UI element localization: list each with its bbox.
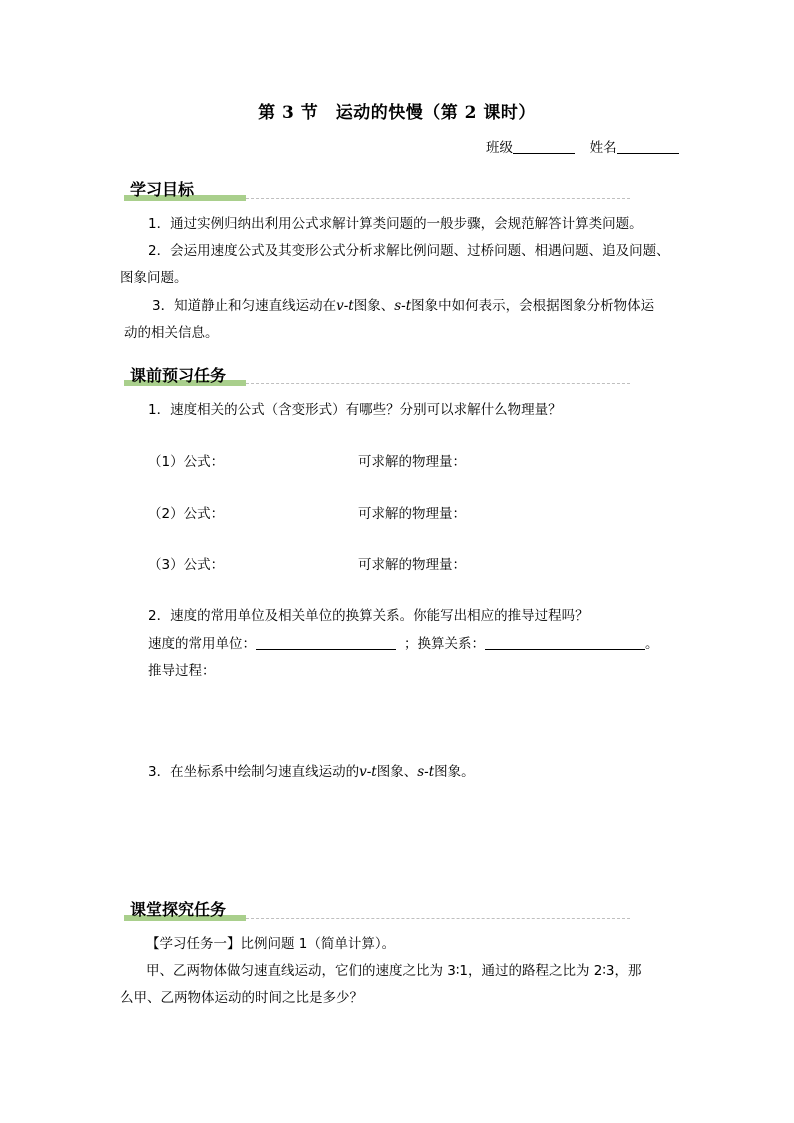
goals-divider	[246, 198, 630, 199]
q3-vt-term: v-t	[359, 764, 377, 780]
unit-line: 速度的常用单位： ；换算关系： 。	[148, 636, 659, 652]
goal-item-3: 3．知道静止和匀速直线运动在v-t图象、s-t图象中如何表示，会根据图象分析物体运	[152, 298, 655, 314]
preview-heading: 课前预习任务	[130, 366, 227, 385]
formula-row-3-label: （3）公式：	[148, 557, 225, 573]
student-info	[486, 136, 679, 156]
class-divider	[246, 918, 630, 919]
formula-row-3-solve: 可求解的物理量：	[358, 557, 466, 573]
class-label: 班级	[486, 140, 513, 156]
task-1-title: 【学习任务一】比例问题 1（简单计算）。	[146, 936, 396, 952]
goals-heading: 学习目标	[130, 180, 195, 199]
page-title: 第 3 节 运动的快慢（第 2 课时）	[258, 103, 536, 123]
vt-term: v-t	[336, 298, 354, 314]
st-term: s-t	[394, 298, 412, 314]
convert-label: ；换算关系：	[404, 636, 485, 652]
class-blank[interactable]	[513, 139, 575, 154]
task-1-problem-line-1: 甲、乙两物体做匀速直线运动，它们的速度之比为 3∶1，通过的路程之比为 2∶3，那	[146, 963, 642, 979]
derive-label: 推导过程：	[148, 663, 216, 679]
preview-question-3: 3．在坐标系中绘制匀速直线运动的v-t图象、s-t图象。	[148, 764, 475, 780]
convert-blank[interactable]	[485, 635, 645, 650]
formula-row-2-solve: 可求解的物理量：	[358, 506, 466, 522]
task-1-problem-line-2: 么甲、乙两物体运动的时间之比是多少？	[120, 990, 363, 1006]
goal-item-2-cont: 图象问题。	[120, 270, 188, 286]
q3-st-term: s-t	[417, 764, 435, 780]
unit-blank[interactable]	[256, 635, 396, 650]
preview-question-1: 1．速度相关的公式（含变形式）有哪些？分别可以求解什么物理量？	[148, 402, 562, 418]
preview-divider	[246, 383, 630, 384]
goal-item-1: 1．通过实例归纳出利用公式求解计算类问题的一般步骤，会规范解答计算类问题。	[148, 216, 643, 232]
class-heading: 课堂探究任务	[130, 900, 227, 919]
goal-item-3-cont: 动的相关信息。	[124, 325, 219, 341]
formula-row-1-label: （1）公式：	[148, 454, 225, 470]
formula-row-2-label: （2）公式：	[148, 506, 225, 522]
name-label: 姓名	[589, 140, 617, 156]
preview-question-2: 2．速度的常用单位及相关单位的换算关系。你能写出相应的推导过程吗？	[148, 608, 589, 624]
goal-item-2: 2．会运用速度公式及其变形公式分析求解比例问题、过桥问题、相遇问题、追及问题、	[148, 243, 670, 259]
formula-row-1-solve: 可求解的物理量：	[358, 454, 466, 470]
name-blank[interactable]	[617, 139, 679, 154]
unit-label: 速度的常用单位：	[148, 636, 256, 652]
